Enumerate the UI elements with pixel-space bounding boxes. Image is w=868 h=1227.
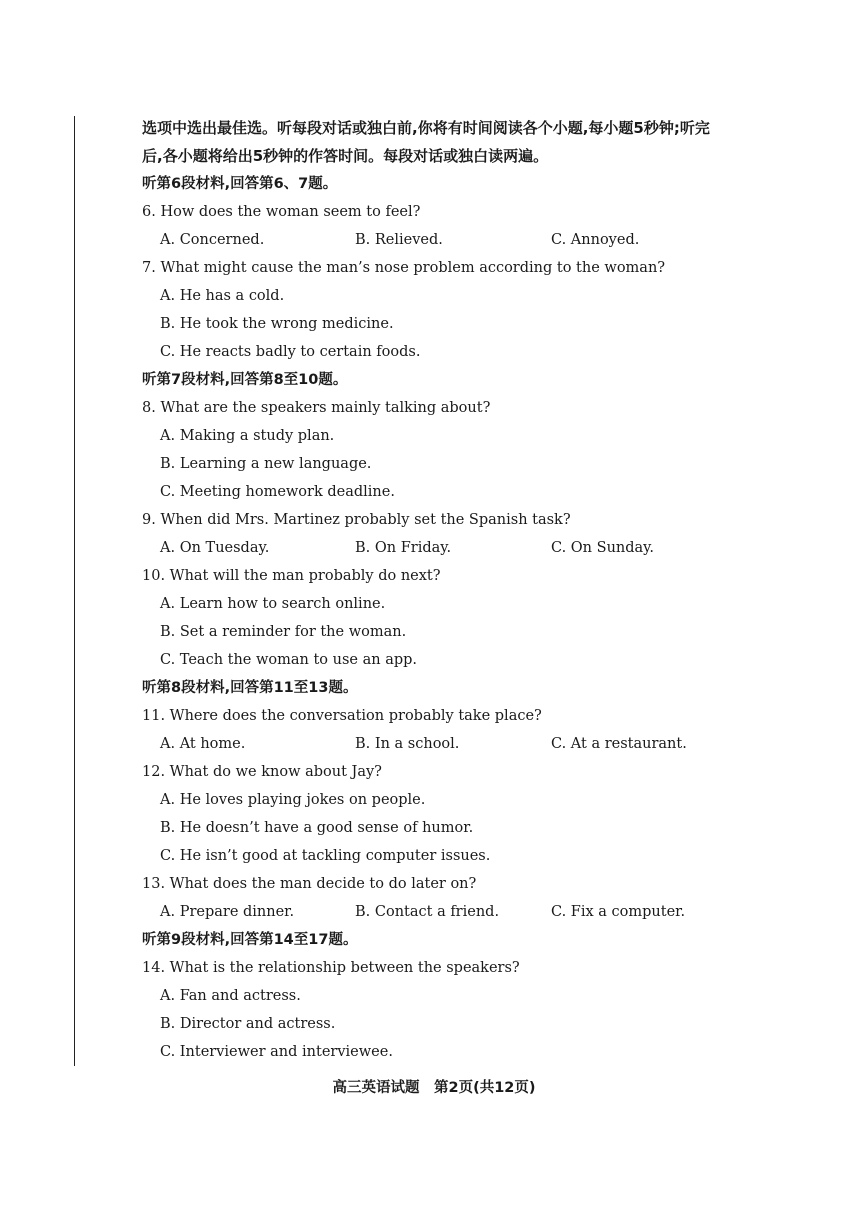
- instructions-line-2: 后,各小题将给出5秒钟的作答时间。每段对话或独白读两遍。: [142, 147, 549, 165]
- answer-option: A. He has a cold.: [160, 288, 285, 304]
- question-stem: 6. How does the woman seem to feel?: [142, 204, 421, 220]
- question-stem: 11. Where does the conversation probably take place?: [142, 708, 542, 724]
- answer-option: A. Learn how to search online.: [160, 596, 386, 612]
- answer-option: A. On Tuesday.: [160, 540, 270, 556]
- question-stem: 8. What are the speakers mainly talking about?: [142, 400, 491, 416]
- answer-option: B. Contact a friend.: [355, 904, 500, 920]
- options-row: [142, 730, 792, 758]
- page-footer: 高三英语试题 第2页(共12页): [332, 1080, 536, 1096]
- question-sections: [142, 170, 792, 1066]
- answer-option: C. He reacts badly to certain foods.: [160, 344, 421, 360]
- answer-option: C. Annoyed.: [551, 232, 640, 248]
- answer-option: A. Making a study plan.: [160, 428, 335, 444]
- margin-rule: [74, 116, 75, 1066]
- answer-option: C. Teach the woman to use an app.: [160, 652, 418, 668]
- answer-option: B. Director and actress.: [160, 1016, 336, 1032]
- answer-option: A. Prepare dinner.: [160, 904, 295, 920]
- answer-option: C. Interviewer and interviewee.: [160, 1044, 393, 1060]
- options-row: [142, 534, 792, 562]
- answer-option: C. Meeting homework deadline.: [160, 484, 395, 500]
- section-heading: 听第8段材料,回答第11至13题。: [142, 680, 358, 696]
- answer-option: C. He isn’t good at tackling computer issues.: [160, 848, 491, 864]
- question-stem: 9. When did Mrs. Martinez probably set the Spanish task?: [142, 512, 571, 528]
- answer-option: A. Fan and actress.: [160, 988, 301, 1004]
- options-row: [142, 898, 792, 926]
- section-heading: 听第7段材料,回答第8至10题。: [142, 372, 348, 388]
- answer-option: C. At a restaurant.: [551, 736, 687, 752]
- answer-option: B. In a school.: [355, 736, 460, 752]
- answer-option: B. He took the wrong medicine.: [160, 316, 394, 332]
- question-stem: 12. What do we know about Jay?: [142, 764, 382, 780]
- answer-option: A. Concerned.: [160, 232, 265, 248]
- answer-option: A. He loves playing jokes on people.: [160, 792, 426, 808]
- answer-option: C. Fix a computer.: [551, 904, 686, 920]
- answer-option: B. On Friday.: [355, 540, 452, 556]
- answer-option: B. Learning a new language.: [160, 456, 372, 472]
- options-row: [142, 226, 792, 254]
- question-stem: 14. What is the relationship between the speakers?: [142, 960, 520, 976]
- question-stem: 13. What does the man decide to do later on?: [142, 876, 477, 892]
- answer-option: B. He doesn’t have a good sense of humor.: [160, 820, 474, 836]
- answer-option: A. At home.: [160, 736, 246, 752]
- answer-option: B. Set a reminder for the woman.: [160, 624, 407, 640]
- section-heading: 听第6段材料,回答第6、7题。: [142, 176, 338, 192]
- instructions-line-1: 选项中选出最佳选。听每段对话或独白前,你将有时间阅读各个小题,每小题5秒钟;听完: [142, 119, 710, 137]
- section-heading: 听第9段材料,回答第14至17题。: [142, 932, 358, 948]
- question-stem: 7. What might cause the man’s nose problem according to the woman?: [142, 260, 666, 276]
- question-stem: 10. What will the man probably do next?: [142, 568, 441, 584]
- answer-option: C. On Sunday.: [551, 540, 655, 556]
- answer-option: B. Relieved.: [355, 232, 443, 248]
- exam-content: [142, 114, 792, 1066]
